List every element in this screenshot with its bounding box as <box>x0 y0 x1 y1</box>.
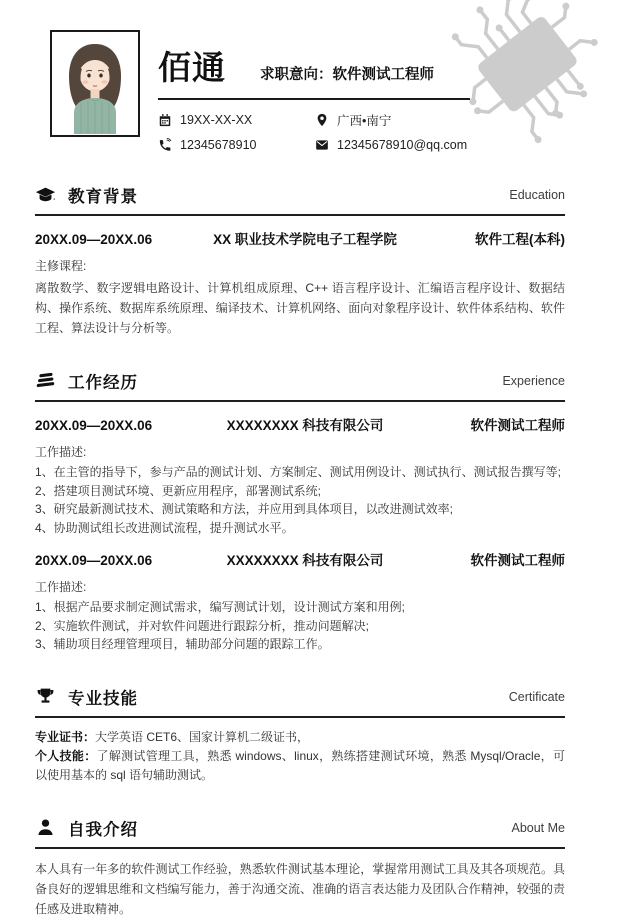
certificate-text: 大学英语 CET6、国家计算机二级证书， <box>95 729 310 744</box>
contact-info <box>158 111 488 152</box>
section-about <box>35 816 565 919</box>
job-desc-item: 2、搭建项目测试环境、更新应用程序，部署测试系统; <box>35 483 322 498</box>
skill-text: 了解测试管理工具，熟悉 windows、linux，熟练搭建测试环境，熟悉 Mysql/Oracle，可以使用基本的 sql 语句辅助测试。 <box>35 748 565 782</box>
email-value: 12345678910@qq.com <box>337 138 468 152</box>
job-desc-item: 1、根据产品要求制定测试需求，编写测试计划，设计测试方案和用例; <box>35 600 406 614</box>
section-subtitle-en: About Me <box>511 820 565 835</box>
job-desc-label: 工作描述: <box>35 445 87 459</box>
section-subtitle-en: Certificate <box>508 689 565 704</box>
job-desc-item: 3、辅助项目经理管理项目，辅助部分问题的跟踪工作。 <box>35 637 330 651</box>
job-desc-item: 3、研究最新测试技术、测试策略和方法，并应用到具体项目，以改进测试效率; <box>35 502 454 516</box>
skill-line <box>35 747 565 785</box>
contact-birth <box>158 111 315 129</box>
name-row <box>158 42 470 100</box>
job-role: 软件测试工程师 <box>470 418 565 433</box>
section-skills <box>35 685 565 785</box>
job-entry <box>35 549 565 654</box>
trophy-icon <box>35 686 56 707</box>
job-date: 20XX.09—20XX.06 <box>35 553 153 568</box>
graduation-cap-icon <box>35 185 56 206</box>
courses-text: 离散数学、数字逻辑电路设计、计算机组成原理、C++ 语言程序设计、汇编语言程序设计、数据结构、操作系统、数据库系统原理、编译技术、计算机网络、面向对象程序设计、软件体系结构、软件工程、算法设计与分析等。 <box>35 281 565 335</box>
section-experience <box>35 369 565 654</box>
calendar-icon <box>158 113 172 127</box>
contact-email <box>315 138 488 152</box>
contact-phone <box>158 138 315 152</box>
job-desc-item: 4、协助测试组长改进测试流程，提升测试水平。 <box>35 520 294 535</box>
section-subtitle-en: Education <box>509 188 565 202</box>
section-title: 自我介绍 <box>68 820 138 839</box>
contact-location <box>315 111 488 129</box>
education-school: XX 职业技术学院电子工程学院 <box>213 232 397 247</box>
certificate-label: 专业证书： <box>35 729 96 744</box>
avatar <box>50 30 140 137</box>
header <box>35 30 565 152</box>
job-entry <box>35 414 565 537</box>
layers-icon <box>35 371 56 392</box>
education-date: 20XX.09—20XX.06 <box>35 232 153 247</box>
job-company: XXXXXXXX 科技有限公司 <box>226 553 384 568</box>
candidate-name: 佰通 <box>158 49 226 86</box>
about-text: 本人具有一年多的软件测试工作经验，熟悉软件测试基本理论，掌握常用测试工具及其各项规范。具备良好的逻辑思维和文档编写能力，善于沟通交流、准确的语言表达能力及团队合作精神，较强的责任感及进取精神。 <box>35 861 565 916</box>
location-value: 广西•南宁 <box>337 114 392 128</box>
map-pin-icon <box>315 113 329 127</box>
certificate-line <box>35 728 565 747</box>
job-desc-item: 2、实施软件测试，并对软件问题进行跟踪分析，推动问题解决; <box>35 618 370 633</box>
skill-label: 个人技能： <box>35 748 97 763</box>
section-subtitle-en: Experience <box>502 374 565 388</box>
education-degree: 软件工程(本科) <box>475 232 565 247</box>
phone-value: 12345678910 <box>180 138 257 152</box>
section-title: 教育背景 <box>68 188 138 206</box>
envelope-icon <box>315 138 329 152</box>
section-title: 专业技能 <box>68 689 138 708</box>
section-education <box>35 183 565 338</box>
job-company: XXXXXXXX 科技有限公司 <box>226 418 384 433</box>
person-icon <box>35 817 56 838</box>
job-role: 软件测试工程师 <box>470 553 565 568</box>
job-date: 20XX.09—20XX.06 <box>35 418 153 433</box>
job-desc-item: 1、在主管的指导下，参与产品的测试计划、方案制定、测试用例设计、测试执行、测试报告撰写等; <box>35 465 562 479</box>
job-intent: 求职意向：软件测试工程师 <box>260 67 434 83</box>
section-title: 工作经历 <box>68 374 138 392</box>
phone-icon <box>158 138 172 152</box>
education-entry <box>35 228 565 248</box>
job-desc-label: 工作描述: <box>35 580 87 594</box>
courses-label: 主修课程: <box>35 259 87 273</box>
birth-value: 19XX-XX-XX <box>180 113 253 127</box>
